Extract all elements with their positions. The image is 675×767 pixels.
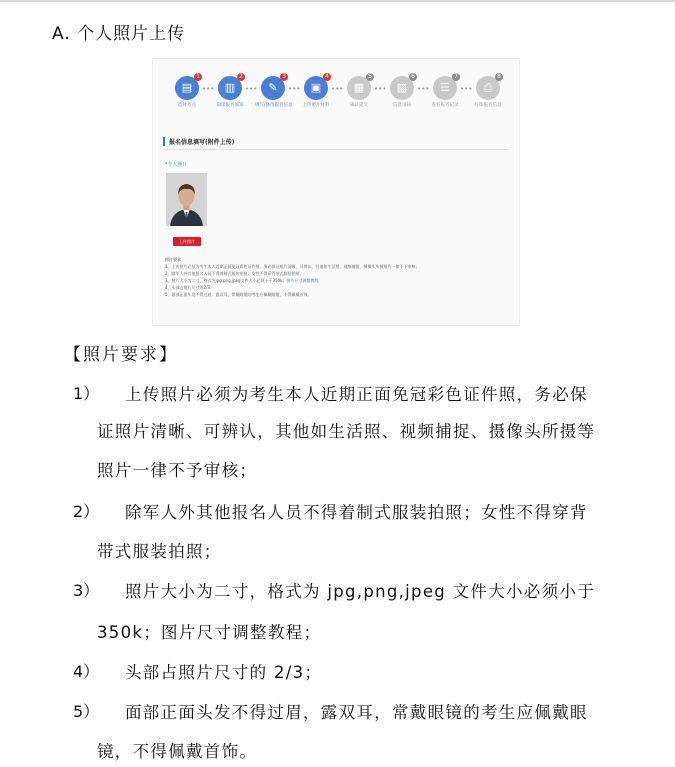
item-number: 2） — [73, 502, 100, 521]
item-number: 3） — [73, 581, 100, 600]
portrait-illustration — [166, 173, 207, 226]
size-tutorial-link[interactable]: 图片尺寸调整教程 — [286, 278, 319, 283]
step-connector: ••• — [460, 85, 473, 93]
step-1[interactable] — [167, 73, 207, 108]
step-5[interactable] — [339, 73, 379, 108]
step-7[interactable] — [425, 73, 465, 108]
list-icon: ☰ 7 — [433, 76, 457, 100]
step-badge: 6 — [409, 73, 417, 81]
item-line: 证照片清晰、可辨认，其他如生活照、视频捕捉、摄像头所摄等 — [97, 422, 596, 441]
requirement-line — [165, 277, 505, 284]
step-connector: ••• — [374, 85, 387, 93]
item-line: 除军人外其他报名人员不得着制式服装拍照；女性不得穿背 — [125, 503, 588, 522]
item-number: 4） — [73, 662, 100, 681]
item-number: 1） — [73, 384, 100, 403]
item-line: 头部占照片尺寸的 2/3； — [125, 663, 323, 682]
item-line: 带式服装拍照； — [97, 542, 222, 561]
item-line: 镜，不得佩戴首饰。 — [97, 742, 258, 761]
item-line: 照片一律不予审核； — [97, 461, 258, 480]
step-badge: 1 — [194, 73, 202, 81]
step-badge: 7 — [452, 73, 460, 81]
item-line: 上传照片必须为考生本人近期正面免冠彩色证件照，务必保 — [125, 385, 588, 404]
book-icon: ▥ 2 — [218, 76, 242, 100]
panel-divider — [163, 149, 509, 150]
embedded-screenshot — [152, 58, 520, 326]
step-4[interactable] — [296, 73, 336, 108]
step-badge: 5 — [366, 73, 374, 81]
step-badge: 4 — [323, 73, 331, 81]
step-progress-bar — [153, 59, 519, 129]
item-line: 照片大小为二寸，格式为 jpg,png,jpeg 文件大小必须小于 — [125, 582, 595, 601]
requirement-line: 5、面部正面头发不得过眉，露双耳，常戴眼镜的考生应佩戴眼镜，不得佩戴首饰。 — [165, 292, 312, 297]
step-8[interactable] — [468, 73, 508, 108]
image-icon: ▣ 4 — [304, 76, 328, 100]
item-line: 350k；图片尺寸调整教程； — [97, 623, 322, 642]
requirements-section-heading: 【照片要求】 — [64, 345, 178, 365]
clipboard-icon: ▦ 5 — [347, 76, 371, 100]
step-label: 上传照片材料 — [302, 102, 330, 108]
item-line: 面部正面头发不得过眉，露双耳，常戴眼镜的考生应佩戴眼 — [125, 703, 588, 722]
step-label: 确认提交 — [349, 102, 368, 108]
section-title: A. 个人照片上传 — [52, 24, 186, 44]
document-icon: ▧ 6 — [390, 76, 414, 100]
requirements-heading: 照片要求 — [165, 257, 181, 262]
requirement-text: 3、照片大小为二寸，格式为jpg,png,jpeg文件大小必须小于350k； — [165, 278, 287, 283]
step-3[interactable] — [253, 73, 293, 108]
item-number: 5） — [73, 702, 100, 721]
step-label: 填写/修改报名信息 — [255, 102, 293, 108]
step-connector: ••• — [331, 85, 344, 93]
step-label: 阅读报名须知 — [216, 102, 244, 108]
sample-portrait-photo — [166, 173, 207, 226]
photo-field-label: *个人照片 — [165, 162, 188, 168]
step-badge: 2 — [237, 73, 245, 81]
panel-title: 报名信息填写(附件上传) — [163, 137, 235, 146]
step-label: 选择考点 — [177, 102, 196, 108]
step-connector: ••• — [202, 85, 215, 93]
page-top-rule — [0, 0, 675, 2]
step-label: 信息审核 — [392, 102, 411, 108]
step-badge: 8 — [495, 73, 503, 81]
id-card-icon: ▤ 1 — [175, 76, 199, 100]
step-6[interactable] — [382, 73, 422, 108]
printer-icon: ⎙ 8 — [476, 76, 500, 100]
embedded-requirements — [165, 256, 505, 298]
step-label: 打印报名信息 — [474, 102, 502, 108]
step-badge: 3 — [280, 73, 288, 81]
step-connector: ••• — [245, 85, 258, 93]
step-label: 查看报考记录 — [431, 102, 459, 108]
requirement-line: 2、除军人外其他报名人员不得着制式服装拍照；女性不得穿背带式服装拍照； — [165, 271, 304, 276]
requirement-line: 1、上传照片必须为考生本人近期正面免冠彩色证件照，务必保证照片清晰，可辨认，其他如生活照、视频捕捉、摄像头所摄照片一律不予审核； — [165, 264, 420, 269]
step-connector: ••• — [417, 85, 430, 93]
step-connector: ••• — [288, 85, 301, 93]
edit-icon: ✎ 3 — [261, 76, 285, 100]
upload-photo-button[interactable]: 上传照片 — [173, 237, 201, 246]
requirement-line: 4、头部占照片尺寸的2/3； — [165, 285, 214, 290]
step-2[interactable] — [210, 73, 250, 108]
